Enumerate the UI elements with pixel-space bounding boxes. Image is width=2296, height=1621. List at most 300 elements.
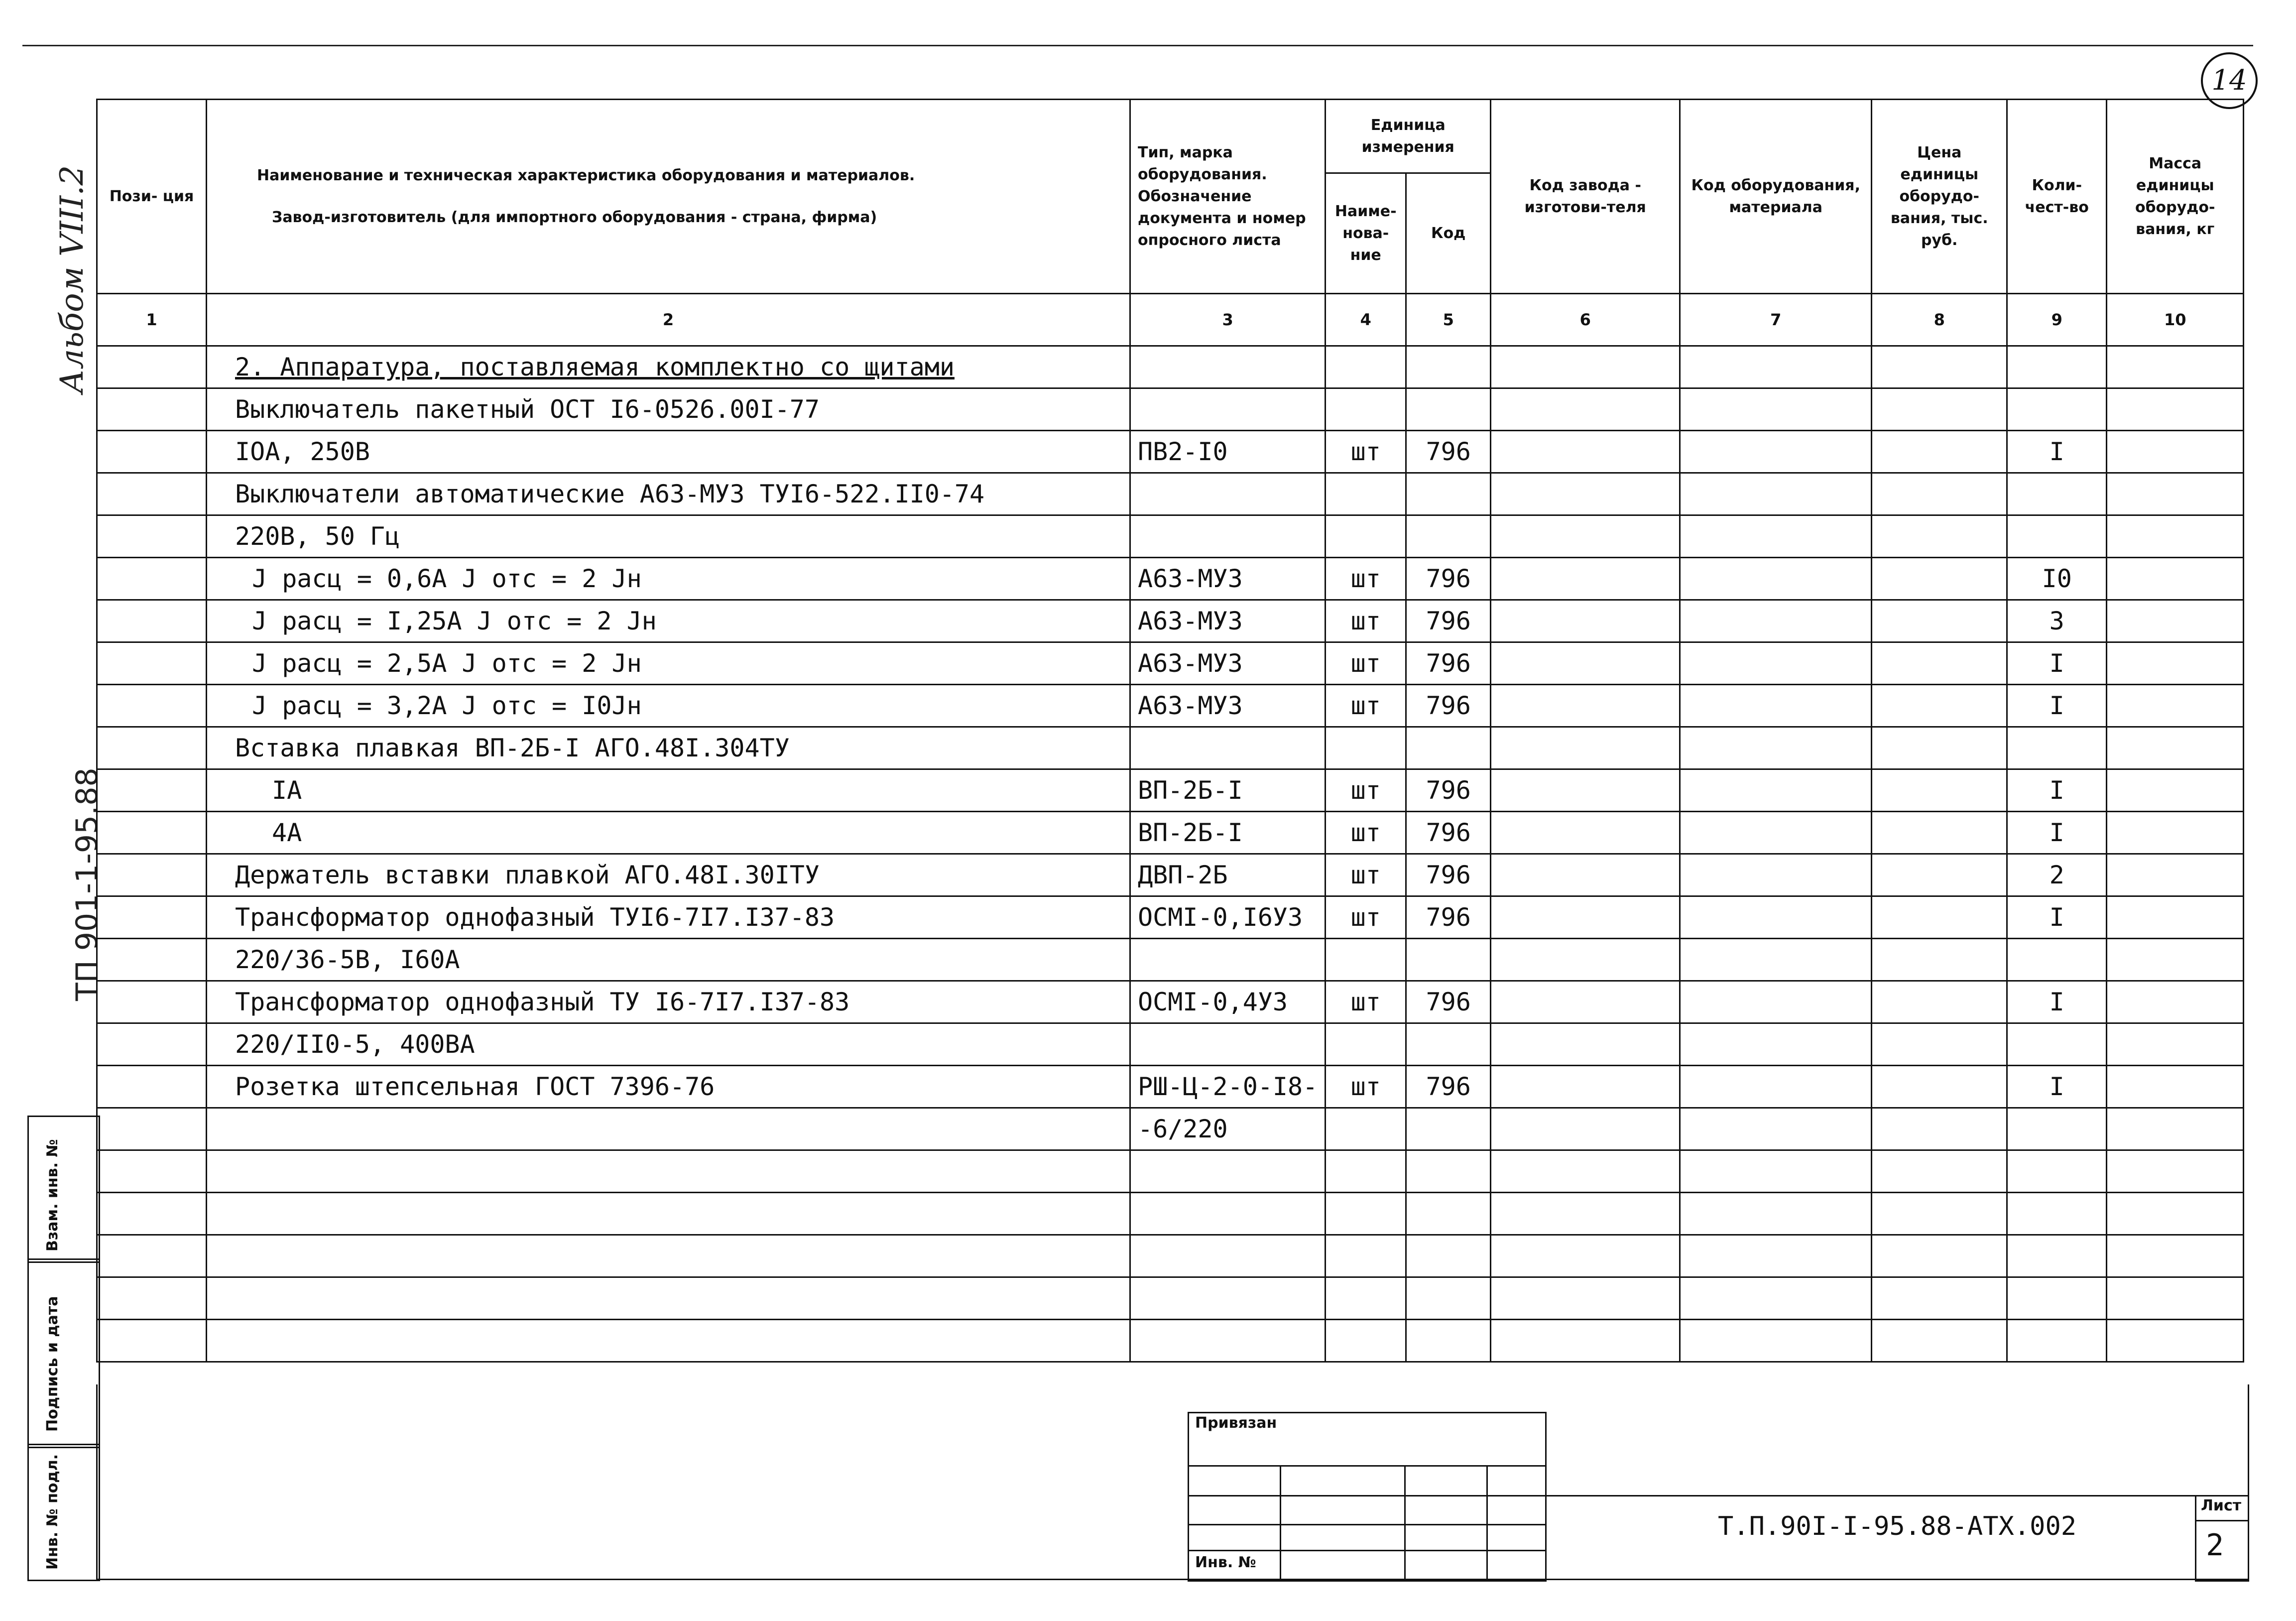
header-row	[97, 100, 2244, 173]
col-num: 8	[1872, 294, 2007, 346]
cell-price	[1872, 388, 2007, 431]
cell-unit-code: 796	[1406, 812, 1491, 854]
cell-equipment-code	[1680, 939, 1872, 981]
col-num: 6	[1491, 294, 1680, 346]
cell-price	[1872, 346, 2007, 388]
cell-name: 4A	[207, 812, 1130, 854]
cell-factory-code	[1491, 1108, 1680, 1150]
cell-quantity	[2007, 1023, 2107, 1066]
cell-name: Вставка плавкая ВП-2Б-I АГО.48I.304ТУ	[207, 727, 1130, 769]
table-row	[97, 515, 2244, 558]
cell-quantity	[2007, 1150, 2107, 1193]
cell-unit: шт	[1326, 431, 1406, 473]
cell-equipment-code	[1680, 473, 1872, 515]
document-code: Т.П.90I-I-95.88-АТХ.002	[1718, 1511, 2077, 1541]
cell-price	[1872, 685, 2007, 727]
cell-type	[1130, 1193, 1326, 1235]
cell-type: РШ-Ц-2-0-I8-	[1130, 1066, 1326, 1108]
table-row	[97, 727, 2244, 769]
cell-name	[207, 1150, 1130, 1193]
stamp-rule	[1188, 1495, 1545, 1496]
cell-position	[97, 346, 207, 388]
cell-price	[1872, 600, 2007, 642]
cell-unit	[1326, 1235, 1406, 1277]
cell-price	[1872, 431, 2007, 473]
cell-unit-code: 796	[1406, 558, 1491, 600]
cell-mass	[2107, 346, 2244, 388]
cell-mass	[2107, 1277, 2244, 1320]
table-row	[97, 939, 2244, 981]
cell-quantity	[2007, 939, 2107, 981]
stamp-inv-no: Инв. №	[1195, 1554, 1256, 1571]
table-row	[97, 896, 2244, 939]
cell-unit	[1326, 1320, 1406, 1362]
cell-quantity: 2	[2007, 854, 2107, 896]
cell-quantity	[2007, 1320, 2107, 1362]
cell-mass	[2107, 558, 2244, 600]
cell-position	[97, 1235, 207, 1277]
cell-mass	[2107, 515, 2244, 558]
cell-type	[1130, 1277, 1326, 1320]
cell-name: IA	[207, 769, 1130, 812]
table-row	[97, 431, 2244, 473]
cell-mass	[2107, 727, 2244, 769]
cell-unit: шт	[1326, 600, 1406, 642]
cell-position	[97, 854, 207, 896]
col-num: 4	[1326, 294, 1406, 346]
cell-price	[1872, 1320, 2007, 1362]
cell-name: Ј расц = 3,2А Ј отс = I0Јн	[207, 685, 1130, 727]
cell-mass	[2107, 981, 2244, 1023]
cell-name	[207, 1277, 1130, 1320]
cell-name: 220B, 50 Гц	[207, 515, 1130, 558]
stamp-rule	[1188, 1524, 1545, 1525]
cell-type: А63-МУЗ	[1130, 685, 1326, 727]
cell-unit-code	[1406, 1193, 1491, 1235]
cell-mass	[2107, 642, 2244, 685]
cell-unit	[1326, 1277, 1406, 1320]
cell-mass	[2107, 388, 2244, 431]
cell-unit: шт	[1326, 812, 1406, 854]
cell-unit-code: 796	[1406, 431, 1491, 473]
cell-equipment-code	[1680, 1108, 1872, 1150]
cell-price	[1872, 769, 2007, 812]
cell-price	[1872, 812, 2007, 854]
cell-position	[97, 1277, 207, 1320]
cell-quantity	[2007, 1235, 2107, 1277]
col-num: 1	[97, 294, 207, 346]
cell-unit-code: 796	[1406, 854, 1491, 896]
cell-unit	[1326, 473, 1406, 515]
cell-unit-code	[1406, 1108, 1491, 1150]
cell-factory-code	[1491, 896, 1680, 939]
sidebar-vzam-label: Взам. инв. №	[44, 1139, 61, 1251]
cell-factory-code	[1491, 1193, 1680, 1235]
cell-name	[207, 1235, 1130, 1277]
cell-type	[1130, 388, 1326, 431]
cell-name: Держатель вставки плавкой АГО.48I.30IТУ	[207, 854, 1130, 896]
cell-unit-code	[1406, 473, 1491, 515]
cell-type: ДВП-2Б	[1130, 854, 1326, 896]
cell-equipment-code	[1680, 727, 1872, 769]
table-row	[97, 1277, 2244, 1320]
project-number: ТП 901-1-95.88	[70, 767, 105, 1001]
cell-factory-code	[1491, 939, 1680, 981]
stamp-rule	[1486, 1465, 1488, 1580]
cell-equipment-code	[1680, 1320, 1872, 1362]
cell-unit	[1326, 939, 1406, 981]
cell-name: Выключатель пакетный ОСТ I6-0526.00I-77	[207, 388, 1130, 431]
cell-position	[97, 558, 207, 600]
cell-mass	[2107, 1150, 2244, 1193]
cell-name: Ј расц = 2,5А Ј отс = 2 Јн	[207, 642, 1130, 685]
table-row	[97, 854, 2244, 896]
cell-factory-code	[1491, 685, 1680, 727]
cell-quantity: I	[2007, 1066, 2107, 1108]
sidebar-inv-box	[27, 1444, 100, 1581]
cell-quantity: I	[2007, 896, 2107, 939]
sheet-rule	[2195, 1520, 2248, 1521]
page-badge: 14	[2201, 52, 2258, 109]
cell-name: Трансформатор однофазный ТУI6-7I7.I37-83	[207, 896, 1130, 939]
cell-name: 220/II0-5, 400BA	[207, 1023, 1130, 1066]
cell-name	[207, 1193, 1130, 1235]
cell-equipment-code	[1680, 1193, 1872, 1235]
cell-type	[1130, 1320, 1326, 1362]
album-label: Альбом VIII.2	[54, 165, 91, 393]
cell-factory-code	[1491, 558, 1680, 600]
header-name	[207, 100, 1130, 294]
cell-quantity: I	[2007, 685, 2107, 727]
cell-position	[97, 600, 207, 642]
cell-factory-code	[1491, 600, 1680, 642]
table-row	[97, 1150, 2244, 1193]
cell-quantity: I0	[2007, 558, 2107, 600]
sheet-number: 2	[2206, 1528, 2224, 1563]
cell-price	[1872, 854, 2007, 896]
cell-unit	[1326, 1150, 1406, 1193]
cell-unit-code	[1406, 939, 1491, 981]
cell-type: А63-МУЗ	[1130, 642, 1326, 685]
page-top-rule	[22, 45, 2253, 46]
cell-price	[1872, 642, 2007, 685]
header-factory-code: Код завода - изготови-теля	[1491, 100, 1680, 294]
cell-unit: шт	[1326, 981, 1406, 1023]
cell-quantity	[2007, 388, 2107, 431]
cell-quantity: I	[2007, 642, 2107, 685]
cell-equipment-code	[1680, 1235, 1872, 1277]
cell-position	[97, 812, 207, 854]
cell-name: Выключатели автоматические А63-МУЗ ТУI6-522.II0-74	[207, 473, 1130, 515]
cell-factory-code	[1491, 1066, 1680, 1108]
header-quantity: Коли-чест-во	[2007, 100, 2107, 294]
cell-position	[97, 939, 207, 981]
header-name-line1: Наименование и техническая характеристика оборудования и материалов.	[257, 166, 915, 184]
cell-factory-code	[1491, 515, 1680, 558]
table-row	[97, 1066, 2244, 1108]
cell-quantity: 3	[2007, 600, 2107, 642]
header-unit-name: Наиме-нова-ние	[1326, 173, 1406, 294]
cell-mass	[2107, 1023, 2244, 1066]
specification-table	[96, 99, 2244, 1363]
cell-mass	[2107, 812, 2244, 854]
cell-factory-code	[1491, 1023, 1680, 1066]
cell-quantity	[2007, 346, 2107, 388]
header-unit-group: Единица измерения	[1326, 100, 1491, 173]
cell-position	[97, 685, 207, 727]
cell-type: А63-МУЗ	[1130, 600, 1326, 642]
cell-unit-code	[1406, 515, 1491, 558]
cell-name: 2. Аппаратура, поставляемая комплектно со щитами	[207, 346, 1130, 388]
cell-type	[1130, 939, 1326, 981]
cell-position	[97, 1066, 207, 1108]
stamp-rule	[1188, 1465, 1545, 1467]
table-row	[97, 558, 2244, 600]
cell-unit: шт	[1326, 685, 1406, 727]
cell-type: ВП-2Б-I	[1130, 812, 1326, 854]
cell-type	[1130, 1235, 1326, 1277]
cell-type	[1130, 1023, 1326, 1066]
col-num: 9	[2007, 294, 2107, 346]
col-num: 2	[207, 294, 1130, 346]
sidebar-vzam-box	[27, 1116, 100, 1263]
cell-factory-code	[1491, 388, 1680, 431]
cell-unit: шт	[1326, 896, 1406, 939]
cell-factory-code	[1491, 854, 1680, 896]
cell-unit-code	[1406, 388, 1491, 431]
cell-type	[1130, 473, 1326, 515]
cell-quantity: I	[2007, 981, 2107, 1023]
table-row	[97, 1320, 2244, 1362]
cell-equipment-code	[1680, 1277, 1872, 1320]
cell-equipment-code	[1680, 515, 1872, 558]
cell-unit	[1326, 727, 1406, 769]
cell-quantity	[2007, 515, 2107, 558]
cell-price	[1872, 1023, 2007, 1066]
cell-type: ОСМI-0,4УЗ	[1130, 981, 1326, 1023]
cell-position	[97, 515, 207, 558]
cell-equipment-code	[1680, 558, 1872, 600]
cell-factory-code	[1491, 981, 1680, 1023]
sidebar-inv-label: Инв. № подл.	[44, 1454, 61, 1570]
cell-equipment-code	[1680, 685, 1872, 727]
cell-equipment-code	[1680, 1066, 1872, 1108]
cell-mass	[2107, 1235, 2244, 1277]
cell-unit-code	[1406, 1235, 1491, 1277]
cell-type	[1130, 346, 1326, 388]
cell-quantity	[2007, 1193, 2107, 1235]
header-mass: Масса единицы оборудо-вания, кг	[2107, 100, 2244, 294]
cell-quantity	[2007, 1108, 2107, 1150]
cell-name: Ј расц = 0,6А Ј отс = 2 Јн	[207, 558, 1130, 600]
cell-name: Трансформатор однофазный ТУ I6-7I7.I37-83	[207, 981, 1130, 1023]
cell-factory-code	[1491, 812, 1680, 854]
table-row	[97, 812, 2244, 854]
sidebar-podpis-label: Подпись и дата	[44, 1296, 61, 1432]
cell-mass	[2107, 473, 2244, 515]
sheet-label: Лист	[2201, 1497, 2242, 1514]
cell-mass	[2107, 896, 2244, 939]
cell-price	[1872, 939, 2007, 981]
cell-quantity	[2007, 1277, 2107, 1320]
table-row	[97, 1193, 2244, 1235]
cell-unit-code	[1406, 727, 1491, 769]
col-num: 3	[1130, 294, 1326, 346]
header-type: Тип, марка оборудования. Обозначение документа и номер опросного листа	[1130, 100, 1326, 294]
cell-type: ПВ2-I0	[1130, 431, 1326, 473]
cell-mass	[2107, 1066, 2244, 1108]
table-row	[97, 600, 2244, 642]
cell-unit-code	[1406, 1150, 1491, 1193]
cell-factory-code	[1491, 1235, 1680, 1277]
stamp-privyazan: Привязан	[1195, 1414, 1277, 1432]
cell-factory-code	[1491, 1277, 1680, 1320]
stamp-rule	[1404, 1465, 1406, 1580]
cell-name: IOA, 250B	[207, 431, 1130, 473]
cell-unit-code: 796	[1406, 1066, 1491, 1108]
cell-equipment-code	[1680, 981, 1872, 1023]
cell-unit	[1326, 515, 1406, 558]
sidebar-podpis-box	[27, 1258, 100, 1448]
cell-type: -6/220	[1130, 1108, 1326, 1150]
cell-mass	[2107, 939, 2244, 981]
cell-unit	[1326, 388, 1406, 431]
cell-unit-code: 796	[1406, 600, 1491, 642]
cell-unit: шт	[1326, 854, 1406, 896]
cell-position	[97, 1108, 207, 1150]
cell-factory-code	[1491, 1320, 1680, 1362]
cell-equipment-code	[1680, 346, 1872, 388]
cell-equipment-code	[1680, 388, 1872, 431]
cell-quantity	[2007, 473, 2107, 515]
cell-equipment-code	[1680, 1150, 1872, 1193]
cell-unit-code	[1406, 1277, 1491, 1320]
cell-factory-code	[1491, 1150, 1680, 1193]
cell-mass	[2107, 600, 2244, 642]
cell-equipment-code	[1680, 769, 1872, 812]
cell-type	[1130, 515, 1326, 558]
cell-type: А63-МУЗ	[1130, 558, 1326, 600]
table-row	[97, 642, 2244, 685]
cell-unit-code: 796	[1406, 896, 1491, 939]
cell-position	[97, 981, 207, 1023]
cell-price	[1872, 558, 2007, 600]
title-block-frame	[96, 1384, 2249, 1580]
cell-mass	[2107, 431, 2244, 473]
table-row	[97, 1235, 2244, 1277]
cell-price	[1872, 896, 2007, 939]
col-num: 5	[1406, 294, 1491, 346]
cell-factory-code	[1491, 642, 1680, 685]
header-name-line2: Завод-изготовитель (для импортного оборудования - страна, фирма)	[272, 208, 877, 226]
table-row	[97, 388, 2244, 431]
cell-price	[1872, 1193, 2007, 1235]
cell-unit-code: 796	[1406, 981, 1491, 1023]
cell-price	[1872, 515, 2007, 558]
cell-position	[97, 769, 207, 812]
cell-mass	[2107, 769, 2244, 812]
cell-mass	[2107, 685, 2244, 727]
cell-price	[1872, 1108, 2007, 1150]
cell-mass	[2107, 1108, 2244, 1150]
table-row	[97, 1023, 2244, 1066]
cell-position	[97, 473, 207, 515]
table-row	[97, 1108, 2244, 1150]
cell-mass	[2107, 1193, 2244, 1235]
cell-unit	[1326, 346, 1406, 388]
cell-equipment-code	[1680, 896, 1872, 939]
table-row	[97, 769, 2244, 812]
cell-name: 220/36-5B, I60A	[207, 939, 1130, 981]
cell-quantity: I	[2007, 769, 2107, 812]
cell-unit-code	[1406, 1320, 1491, 1362]
cell-position	[97, 1193, 207, 1235]
cell-equipment-code	[1680, 600, 1872, 642]
cell-quantity	[2007, 727, 2107, 769]
cell-unit: шт	[1326, 642, 1406, 685]
stamp-rule	[1280, 1465, 1281, 1580]
cell-factory-code	[1491, 431, 1680, 473]
cell-unit	[1326, 1023, 1406, 1066]
cell-position	[97, 1320, 207, 1362]
cell-factory-code	[1491, 473, 1680, 515]
title-rule	[1544, 1495, 2196, 1496]
cell-quantity: I	[2007, 431, 2107, 473]
cell-unit	[1326, 1193, 1406, 1235]
cell-type: ОСМI-0,I6УЗ	[1130, 896, 1326, 939]
cell-name	[207, 1108, 1130, 1150]
cell-price	[1872, 1277, 2007, 1320]
col-num: 7	[1680, 294, 1872, 346]
table-row	[97, 346, 2244, 388]
cell-equipment-code	[1680, 642, 1872, 685]
cell-position	[97, 896, 207, 939]
col-num: 10	[2107, 294, 2244, 346]
cell-position	[97, 642, 207, 685]
cell-equipment-code	[1680, 431, 1872, 473]
stamp-rule	[1188, 1550, 1545, 1551]
cell-unit: шт	[1326, 1066, 1406, 1108]
cell-name: Ј расц = I,25А Ј отс = 2 Јн	[207, 600, 1130, 642]
cell-factory-code	[1491, 727, 1680, 769]
cell-mass	[2107, 1320, 2244, 1362]
cell-unit-code	[1406, 346, 1491, 388]
cell-name	[207, 1320, 1130, 1362]
cell-type	[1130, 1150, 1326, 1193]
cell-unit-code: 796	[1406, 685, 1491, 727]
cell-price	[1872, 473, 2007, 515]
cell-position	[97, 431, 207, 473]
header-price: Цена единицы оборудо-вания, тыс. руб.	[1872, 100, 2007, 294]
cell-unit-code	[1406, 1023, 1491, 1066]
cell-position	[97, 727, 207, 769]
cell-name: Розетка штепсельная ГОСТ 7396-76	[207, 1066, 1130, 1108]
table-row	[97, 473, 2244, 515]
column-number-row	[97, 294, 2244, 346]
cell-unit	[1326, 1108, 1406, 1150]
cell-equipment-code	[1680, 812, 1872, 854]
cell-factory-code	[1491, 769, 1680, 812]
header-position: Пози- ция	[97, 100, 207, 294]
cell-unit: шт	[1326, 769, 1406, 812]
cell-unit: шт	[1326, 558, 1406, 600]
cell-unit-code: 796	[1406, 642, 1491, 685]
cell-price	[1872, 1066, 2007, 1108]
cell-position	[97, 388, 207, 431]
cell-equipment-code	[1680, 854, 1872, 896]
cell-position	[97, 1150, 207, 1193]
cell-unit-code: 796	[1406, 769, 1491, 812]
